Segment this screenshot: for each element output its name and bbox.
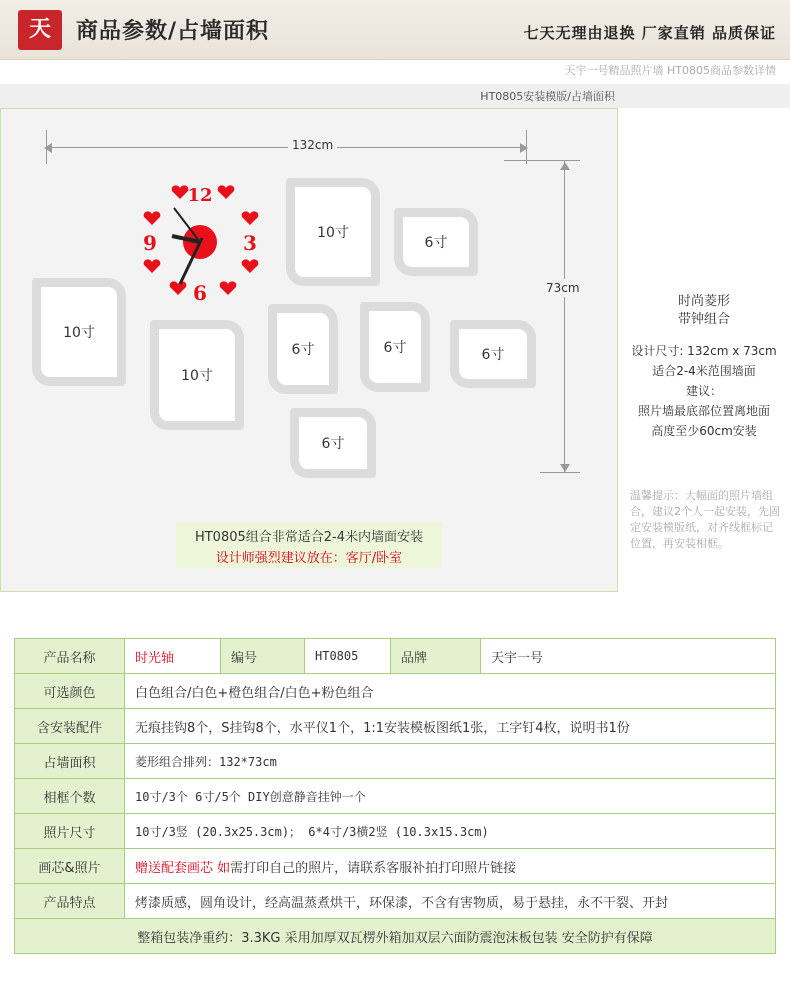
frame-size-label: 10寸 <box>317 225 349 241</box>
spec-table <box>14 638 776 954</box>
frame-size-label: 10寸 <box>181 368 213 384</box>
heart-icon <box>220 281 237 295</box>
spec-label: 品牌 <box>391 639 481 674</box>
side-title-2: 带钟组合 <box>677 312 730 327</box>
heart-icon <box>218 185 235 199</box>
table-row <box>15 849 776 884</box>
spec-value: 白色组合/白色+橙色组合/白色+粉色组合 <box>125 674 776 709</box>
spec-label: 相框个数 <box>15 779 125 814</box>
heart-icon <box>170 281 187 295</box>
height-label: 73cm <box>546 281 580 295</box>
install-tip: 温馨提示：大幅面的照片墙组合，建议2个人一起安装，先固定安装模版纸，对齐线框标记位置，再安装相框。 <box>630 489 780 550</box>
frame-size-label: 6寸 <box>424 235 448 251</box>
install-caption <box>176 522 442 568</box>
width-label: 132cm <box>288 138 337 152</box>
print-note: 需打印自己的照片，请联系客服补拍打印照片链接 <box>230 860 517 876</box>
table-row <box>15 779 776 814</box>
frame-size-label: 6寸 <box>321 436 345 452</box>
gift-note: 赠送配套画芯 如 <box>135 860 231 876</box>
spec-value: 烤漆质感，圆角设计，经高温蒸煮烘干，环保漆，不含有害物质，易于悬挂，永不干裂、开封 <box>125 884 776 919</box>
height-tick-top <box>504 160 580 161</box>
wall-range: 适合2-4米范围墙面 <box>652 364 756 378</box>
clock-9: 9 <box>143 231 157 255</box>
frame-size-label: 6寸 <box>481 347 505 363</box>
service-promise: 七天无理由退换 厂家直销 品质保证 <box>523 24 776 42</box>
title-bar <box>0 84 790 108</box>
frame-10in-center <box>150 320 244 430</box>
height-dimension-line <box>564 160 565 472</box>
frame-6in-mid-1 <box>268 304 338 394</box>
spec-value: 菱形组合排列：132*73cm <box>125 744 776 779</box>
table-row <box>15 709 776 744</box>
spec-label: 画芯&照片 <box>15 849 125 884</box>
page-header <box>0 0 790 60</box>
table-row <box>15 919 776 954</box>
table-row <box>15 814 776 849</box>
width-tick-right <box>526 130 527 164</box>
spec-label: 含安装配件 <box>15 709 125 744</box>
heart-icon <box>144 259 161 273</box>
clock-3: 3 <box>243 231 257 255</box>
install-caption-line2: 设计师强烈建议放在：客厅/卧室 <box>215 551 403 566</box>
frame-10in-top <box>286 178 380 286</box>
table-row <box>15 884 776 919</box>
clock-6: 6 <box>193 281 207 305</box>
heart-icon <box>172 185 189 199</box>
spec-label: 编号 <box>221 639 305 674</box>
table-row <box>15 744 776 779</box>
frame-6in-right <box>450 320 536 388</box>
frame-6in-bottom <box>290 408 376 478</box>
product-subtitle: 天宇一号精品照片墙 HT0805商品参数详情 <box>564 64 776 77</box>
advice-label: 建议： <box>685 384 722 398</box>
advice-line2: 高度至少60cm安装 <box>651 424 757 438</box>
spec-label: 照片尺寸 <box>15 814 125 849</box>
height-tick-bottom <box>540 472 580 473</box>
clock-12: 12 <box>187 185 213 206</box>
design-size: 设计尺寸: 132cm x 73cm <box>631 344 777 358</box>
spec-value <box>125 849 776 884</box>
wall-clock-icon <box>130 180 270 310</box>
frame-size-label: 10寸 <box>63 325 95 341</box>
frame-6in-mid-2 <box>360 302 430 392</box>
frame-10in-left <box>32 278 126 386</box>
frame-6in-top-right <box>394 208 478 276</box>
advice-line1: 照片墙最底部位置离地面 <box>637 404 770 418</box>
product-name: 时光轴 <box>125 639 221 674</box>
frame-size-label: 6寸 <box>291 342 315 358</box>
side-title-1: 时尚菱形 <box>677 294 730 309</box>
spec-label: 产品特点 <box>15 884 125 919</box>
width-tick-left <box>46 130 47 164</box>
heart-icon <box>242 211 259 225</box>
packaging-info: 整箱包装净重约：3.3KG 采用加厚双瓦楞外箱加双层六面防震泡沫板包装 安全防护有保障 <box>15 919 776 954</box>
install-caption-line1: HT0805组合非常适合2-4米内墙面安装 <box>194 530 424 545</box>
template-title: HT0805安装模版/占墙面积 <box>480 90 615 103</box>
spec-value: 10寸/3竖 (20.3x25.3cm)； 6*4寸/3横2竖 (10.3x15.3cm) <box>125 814 776 849</box>
spec-label: 占墙面积 <box>15 744 125 779</box>
spec-value: 无痕挂钩8个，S挂钩8个，水平仪1个，1:1安装模板图纸1张，工字钉4枚，说明书1份 <box>125 709 776 744</box>
heart-icon <box>144 211 161 225</box>
spec-label: 产品名称 <box>15 639 125 674</box>
down-arrow-icon <box>560 464 570 472</box>
brand-name: 天宇一号 <box>481 639 776 674</box>
heart-icon <box>242 259 259 273</box>
table-row <box>15 639 776 674</box>
up-arrow-icon <box>560 162 570 170</box>
product-code: HT0805 <box>305 639 391 674</box>
frame-size-label: 6寸 <box>383 340 407 356</box>
page-title: 商品参数/占墙面积 <box>76 19 270 44</box>
table-row <box>15 674 776 709</box>
width-dimension-line <box>46 147 526 148</box>
spec-label: 可选颜色 <box>15 674 125 709</box>
brand-logo: 天 <box>18 10 62 50</box>
spec-value: 10寸/3个 6寸/5个 DIY创意静音挂钟一个 <box>125 779 776 814</box>
